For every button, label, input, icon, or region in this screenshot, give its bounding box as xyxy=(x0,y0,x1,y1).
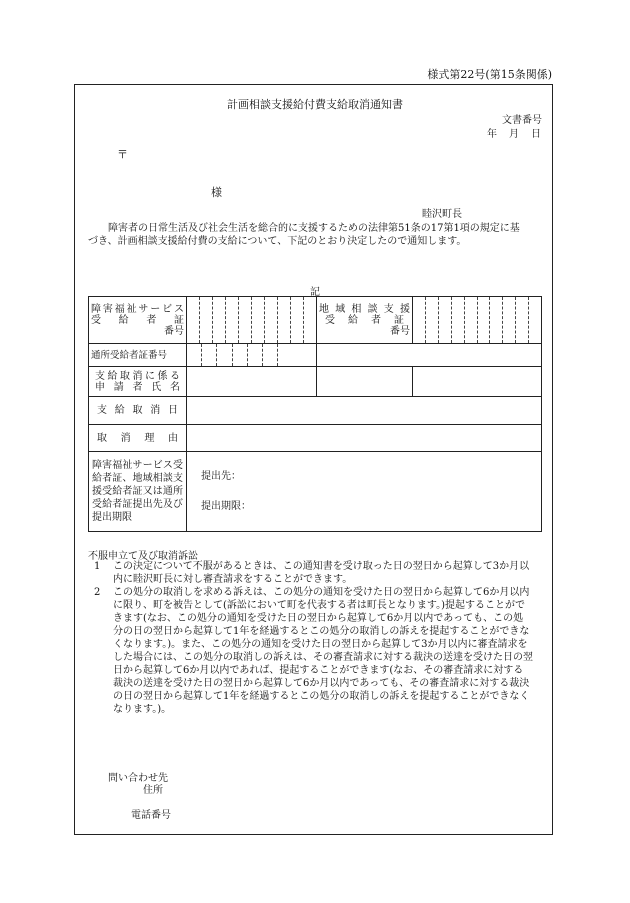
document-title: 計画相談支援給付費支給取消通知書 xyxy=(227,98,403,111)
table-row xyxy=(89,297,542,344)
community-cert-number-input[interactable] xyxy=(413,297,542,344)
doc-number-label: 文書番号 xyxy=(502,115,542,126)
applicant-name-input[interactable] xyxy=(187,367,317,397)
contact-tel-label: 電話番号 xyxy=(131,810,171,821)
postal-mark: 〒 xyxy=(117,148,128,161)
cert-submission-info[interactable] xyxy=(187,452,542,532)
daycare-cert-number-label: 通所受給者証番号 xyxy=(89,344,187,367)
addressee-suffix: 様 xyxy=(211,186,222,199)
table-row xyxy=(89,344,542,367)
appeal-title: 不服申立て及び取消訴訟 xyxy=(88,551,198,562)
cancel-reason-input[interactable] xyxy=(187,425,542,452)
ki-heading: 記 xyxy=(310,287,320,298)
table-row xyxy=(89,367,542,397)
appeal-item-text: この決定について不服があるときは、この通知書を受け取った日の翌日から起算して3か月以内に睦沢町長に対し審査請求をすることができます。 xyxy=(113,561,530,585)
blank-cell xyxy=(413,367,542,397)
notice-body-text: 障害者の日常生活及び社会生活を総合的に支援するための法律第51条の17第1項の規定に基づき、計画相談支援給付費の支給について、下記のとおり決定したので通知します。 xyxy=(88,223,520,247)
blank-cell xyxy=(317,344,542,367)
applicant-name-input-2[interactable] xyxy=(317,367,413,397)
appeal-item-text: この処分の取消しを求める訴えは、この処分の通知を受けた日の翌日から起算して6か月以内に限り、町を被告として(訴訟において町を代表する者は町長となります。)提起することができます(なお、この処分の通知を受けた日の翌日から起算して6か月以内であっても、この処分の日の翌日から起算して1年を経過するとこの処分の取消しの訴えを提起することができなくなります。)。また、この処分の通知を受けた日の翌日から起算して3か月以内に審査請求をした場合には、この処分の取消しの訴えは、その審査請求に対する裁決の送達を受けた日の翌日から起算して6か月以内であれば、提起することができます(なお、その審査請求に対する裁決の送達を受けた日の翌日から起算して6か月以内であっても、その審査請求に対する裁決の日の翌日から起算して1年を経過するとこの処分の取消しの訴えを提起することができなくなります。)。 xyxy=(113,587,533,715)
daycare-cert-number-input[interactable] xyxy=(187,344,317,367)
cert-submission-label: 障害福祉サービス受給者証、地域相談支援受給者証又は通所受給者証提出先及び提出期限 xyxy=(89,452,187,532)
submission-destination-label: 提出先： xyxy=(201,470,241,482)
table-row xyxy=(89,425,542,452)
service-cert-number-label: 障害福祉サービス 受給者証 番号 xyxy=(89,297,187,344)
cancel-reason-label: 取消理由 xyxy=(89,425,187,452)
applicant-name-label: 支給取消に係る 申請者氏名 xyxy=(89,367,187,397)
contact-title: 問い合わせ先 xyxy=(108,773,168,784)
cancel-date-label: 支給取消日 xyxy=(89,397,187,425)
table-row xyxy=(89,452,542,532)
date-label: 年 月 日 xyxy=(487,129,542,140)
service-cert-number-input[interactable] xyxy=(187,297,317,344)
contact-address-label: 住所 xyxy=(143,785,163,796)
community-cert-number-label: 地域相談支援 受給者証 番号 xyxy=(317,297,413,344)
cancel-date-input[interactable] xyxy=(187,397,542,425)
form-number: 様式第22号(第15条関係) xyxy=(427,68,552,81)
issuer-name: 睦沢町長 xyxy=(422,209,462,220)
submission-deadline-label: 提出期限： xyxy=(201,500,251,512)
info-table xyxy=(88,296,542,532)
table-row xyxy=(89,397,542,425)
